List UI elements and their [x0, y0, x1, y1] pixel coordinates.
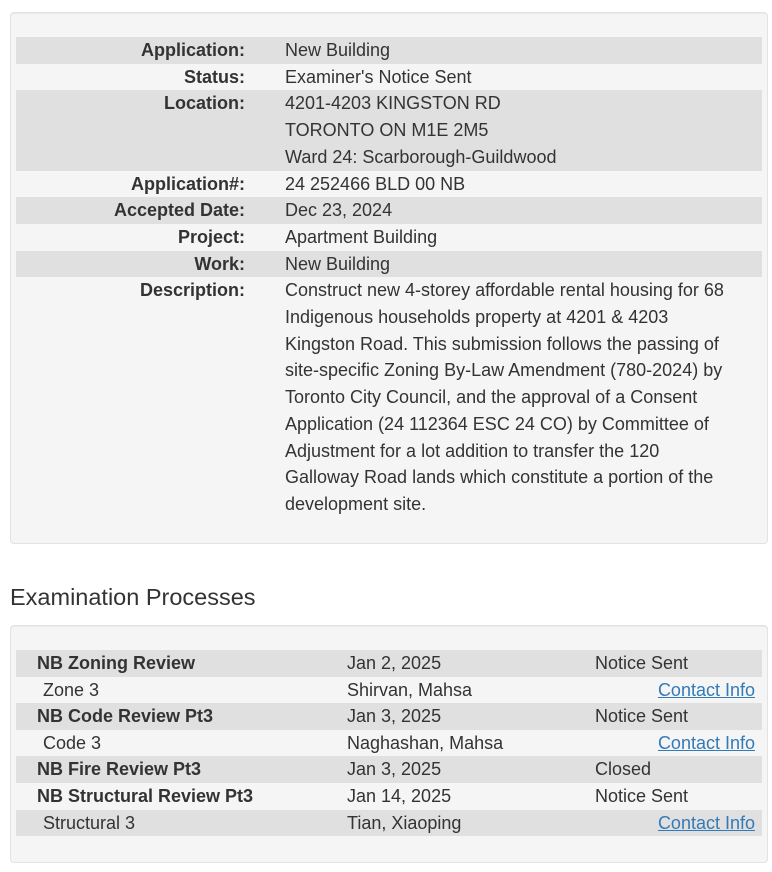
detail-value	[250, 277, 760, 517]
detail-value	[250, 90, 760, 170]
detail-value-line: Dec 23, 2024	[285, 200, 393, 221]
detail-value	[250, 224, 760, 251]
exam-process-date: Jan 14, 2025	[347, 785, 452, 806]
detail-value-line: Toronto City Council, and the approval of a Consent	[285, 387, 698, 408]
detail-value-line: Examiner's Notice Sent	[285, 66, 472, 87]
exam-process-status: Notice Sent	[595, 706, 689, 727]
contact-info-cell	[595, 730, 755, 757]
detail-value	[250, 197, 760, 224]
contact-info-link[interactable]: Contact Info	[657, 812, 755, 833]
detail-row-project	[16, 224, 762, 251]
detail-label: Work:	[194, 253, 245, 274]
detail-value-line: Ward 24: Scarborough-Guildwood	[285, 146, 557, 167]
detail-value-line: Indigenous households property at 4201 & 4203	[285, 307, 669, 328]
examiner-name: Tian, Xiaoping	[347, 812, 462, 833]
application-details-panel	[10, 12, 768, 544]
detail-value-line: Apartment Building	[285, 226, 438, 247]
contact-info-link[interactable]: Contact Info	[657, 732, 755, 753]
examiner-area: Zone 3	[43, 679, 100, 700]
contact-info-cell	[595, 677, 755, 704]
contact-info-link[interactable]: Contact Info	[657, 679, 755, 700]
examiner-area: Code 3	[43, 732, 102, 753]
detail-row-work	[16, 251, 762, 278]
detail-row-description	[16, 277, 762, 517]
detail-label: Accepted Date:	[113, 200, 245, 221]
examination-processes-title: Examination Processes	[10, 584, 256, 610]
detail-label: Location:	[164, 93, 245, 114]
exam-process-row	[16, 783, 762, 810]
detail-value-line: TORONTO ON M1E 2M5	[285, 120, 489, 141]
exam-process-status: Notice Sent	[595, 653, 689, 673]
detail-value	[250, 64, 760, 91]
detail-row-application	[16, 171, 762, 198]
exam-process-date: Jan 2, 2025	[347, 653, 442, 673]
detail-label: Status:	[183, 66, 245, 87]
detail-row-location	[16, 90, 762, 170]
exam-process-name: NB Zoning Review	[37, 653, 196, 673]
contact-info-cell	[595, 810, 755, 837]
examiner-row	[16, 677, 762, 704]
examiner-name: Naghashan, Mahsa	[347, 732, 504, 753]
exam-process-row	[16, 703, 762, 730]
examination-processes-panel	[10, 625, 768, 863]
detail-value-line: site-specific Zoning By-Law Amendment (780-2024) by	[285, 360, 723, 381]
detail-value	[250, 171, 760, 198]
detail-row-accepted-date	[16, 197, 762, 224]
detail-value-line: 4201-4203 KINGSTON RD	[285, 93, 501, 114]
exam-process-name: NB Code Review Pt3	[37, 706, 214, 727]
detail-label: Description:	[139, 280, 245, 301]
exam-process-date: Jan 3, 2025	[347, 759, 442, 780]
detail-value-line: development site.	[285, 493, 427, 514]
detail-row-application	[16, 37, 762, 64]
detail-value-line: Application (24 112364 ESC 24 CO) by Committee of	[285, 413, 709, 434]
examiner-area: Structural 3	[43, 812, 136, 833]
exam-process-name: NB Structural Review Pt3	[37, 785, 254, 806]
exam-process-status: Notice Sent	[595, 785, 689, 806]
detail-value-line: Galloway Road lands which constitute a portion of the	[285, 467, 714, 488]
detail-value-line: 24 252466 BLD 00 NB	[285, 173, 466, 194]
examiner-row	[16, 810, 762, 837]
detail-value	[250, 251, 760, 278]
detail-value-line: Adjustment for a lot addition to transfer the 120	[285, 440, 660, 461]
detail-label: Application#:	[130, 173, 245, 194]
detail-value	[250, 37, 760, 64]
detail-value-line: Construct new 4-storey affordable rental housing for 68	[285, 280, 724, 301]
detail-label: Application:	[141, 40, 245, 60]
detail-label: Project:	[177, 226, 245, 247]
exam-process-row	[16, 756, 762, 783]
exam-process-name: NB Fire Review Pt3	[37, 759, 202, 780]
exam-process-status: Closed	[595, 759, 652, 780]
detail-value-line: New Building	[285, 40, 391, 60]
exam-process-row	[16, 650, 762, 677]
detail-value-line: Kingston Road. This submission follows the passing of	[285, 333, 719, 354]
examiner-name: Shirvan, Mahsa	[347, 679, 473, 700]
examiner-row	[16, 730, 762, 757]
exam-process-date: Jan 3, 2025	[347, 706, 442, 727]
detail-row-status	[16, 64, 762, 91]
detail-value-line: New Building	[285, 253, 391, 274]
